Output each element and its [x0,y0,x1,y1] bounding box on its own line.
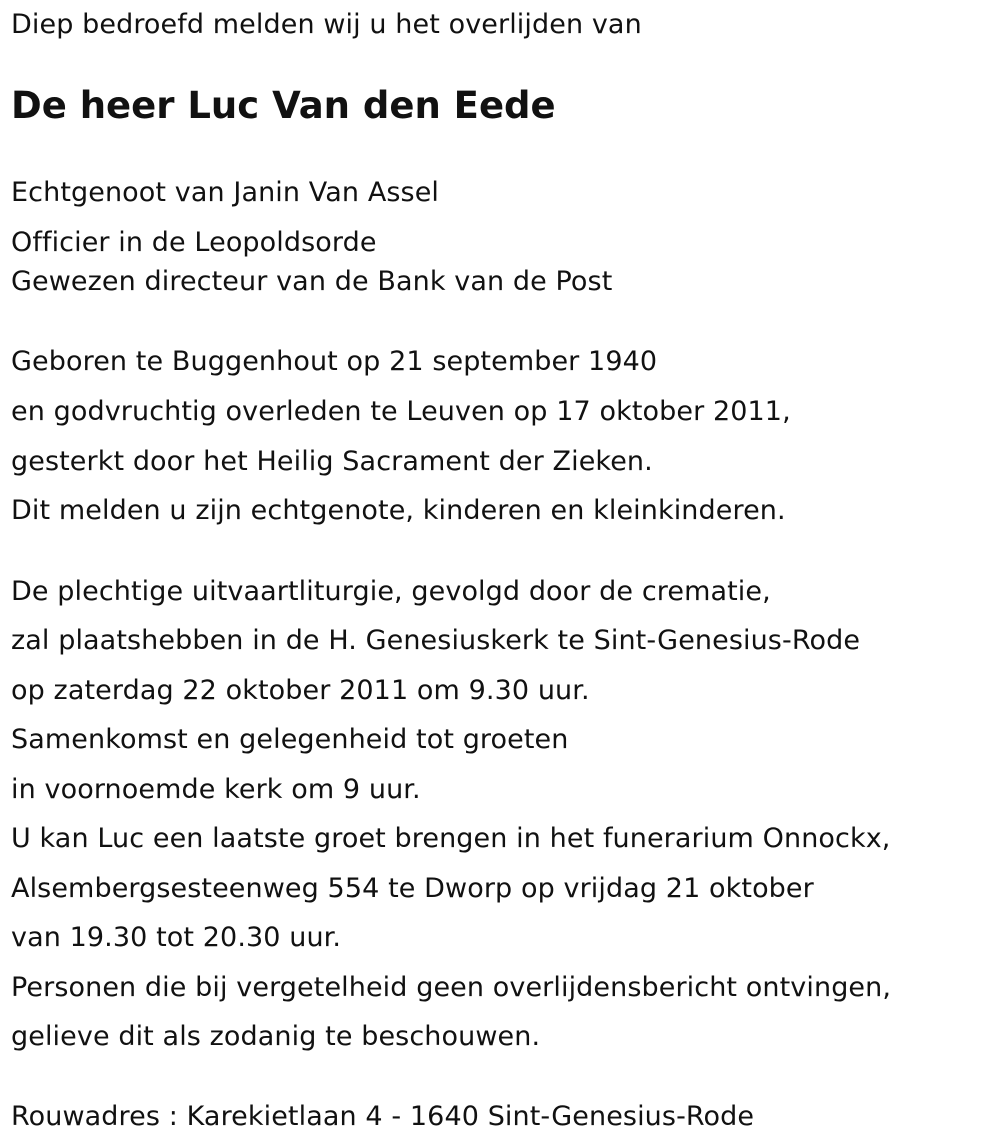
spouse-line: Echtgenoot van Janin Van Assel [11,177,440,208]
mourning-address: Rouwadres : Karekietlaan 4 - 1640 Sint-Genesius-Rode [11,1101,755,1132]
deceased-name: De heer Luc Van den Eede [11,84,556,127]
death-line: en godvruchtig overleden te Leuven op 17 oktober 2011, [11,396,791,427]
intro-text: Diep bedroefd melden wij u het overlijden van [11,9,642,40]
ceremony-line: Alsembergsesteenweg 554 te Dworp op vrijdag 21 oktober [11,873,814,904]
ceremony-line: in voornoemde kerk om 9 uur. [11,774,421,805]
ceremony-line: Personen die bij vergetelheid geen overlijdensbericht ontvingen, [11,972,892,1003]
ceremony-line: U kan Luc een laatste groet brengen in het funerarium Onnockx, [11,823,891,854]
ceremony-line: op zaterdag 22 oktober 2011 om 9.30 uur. [11,675,590,706]
ceremony-line: zal plaatshebben in de H. Genesiuskerk te Sint-Genesius-Rode [11,625,861,656]
ceremony-line: Samenkomst en gelegenheid tot groeten [11,724,569,755]
birth-line: Geboren te Buggenhout op 21 september 1940 [11,346,658,377]
ceremony-line: De plechtige uitvaartliturgie, gevolgd door de crematie, [11,576,771,607]
ceremony-line: van 19.30 tot 20.30 uur. [11,922,342,953]
ceremony-line: gelieve dit als zodanig te beschouwen. [11,1021,541,1052]
sacrament-line: gesterkt door het Heilig Sacrament der Zieken. [11,446,653,477]
honor-line: Officier in de Leopoldsorde [11,227,377,258]
announcers-line: Dit melden u zijn echtgenote, kinderen en kleinkinderen. [11,495,786,526]
career-line: Gewezen directeur van de Bank van de Post [11,266,613,297]
